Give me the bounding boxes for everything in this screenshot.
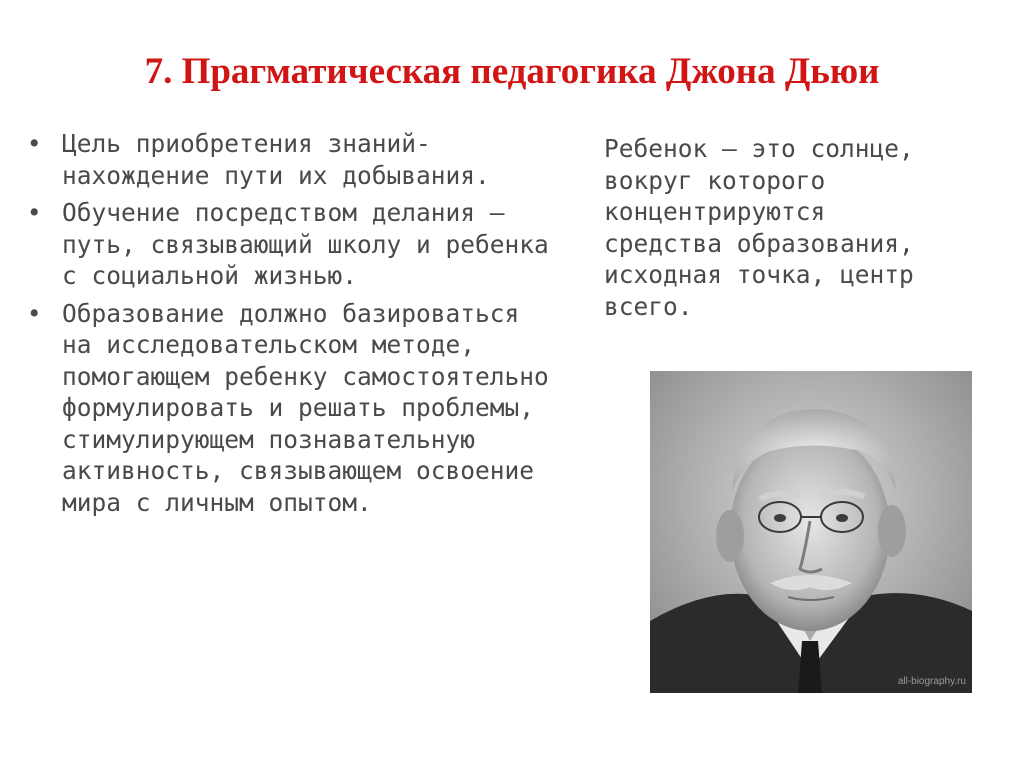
- list-item: [20, 197, 560, 292]
- bullet-text: Образование должно базироваться на исследовательском методе, помогающем ребенку самостоятельно формулировать и решать проблемы, стимулирующем познавательную активность, связывающем освоение мира с личным опытом.: [62, 298, 549, 517]
- bullet-icon: •: [27, 298, 42, 328]
- bullet-text: Цель приобретения знаний-нахождение пути их добывания.: [62, 129, 490, 190]
- portrait-icon: [650, 371, 972, 693]
- photo-watermark: all-biography.ru: [897, 676, 966, 687]
- bullet-list: [20, 128, 560, 524]
- slide-title: 7. Прагматическая педагогика Джона Дьюи: [144, 51, 880, 92]
- portrait-photo: [650, 371, 972, 693]
- bullet-icon: •: [27, 129, 42, 158]
- quote-text: Ребенок – это солнце, вокруг которого концентрируются средства образования, исходная точка, центр всего.: [604, 134, 914, 321]
- list-item: [20, 298, 560, 519]
- bullet-text: Обучение посредством делания – путь, связывающий школу и ребенка с социальной жизнью.: [62, 198, 549, 290]
- bullet-icon: •: [27, 198, 42, 227]
- list-item: [20, 128, 560, 191]
